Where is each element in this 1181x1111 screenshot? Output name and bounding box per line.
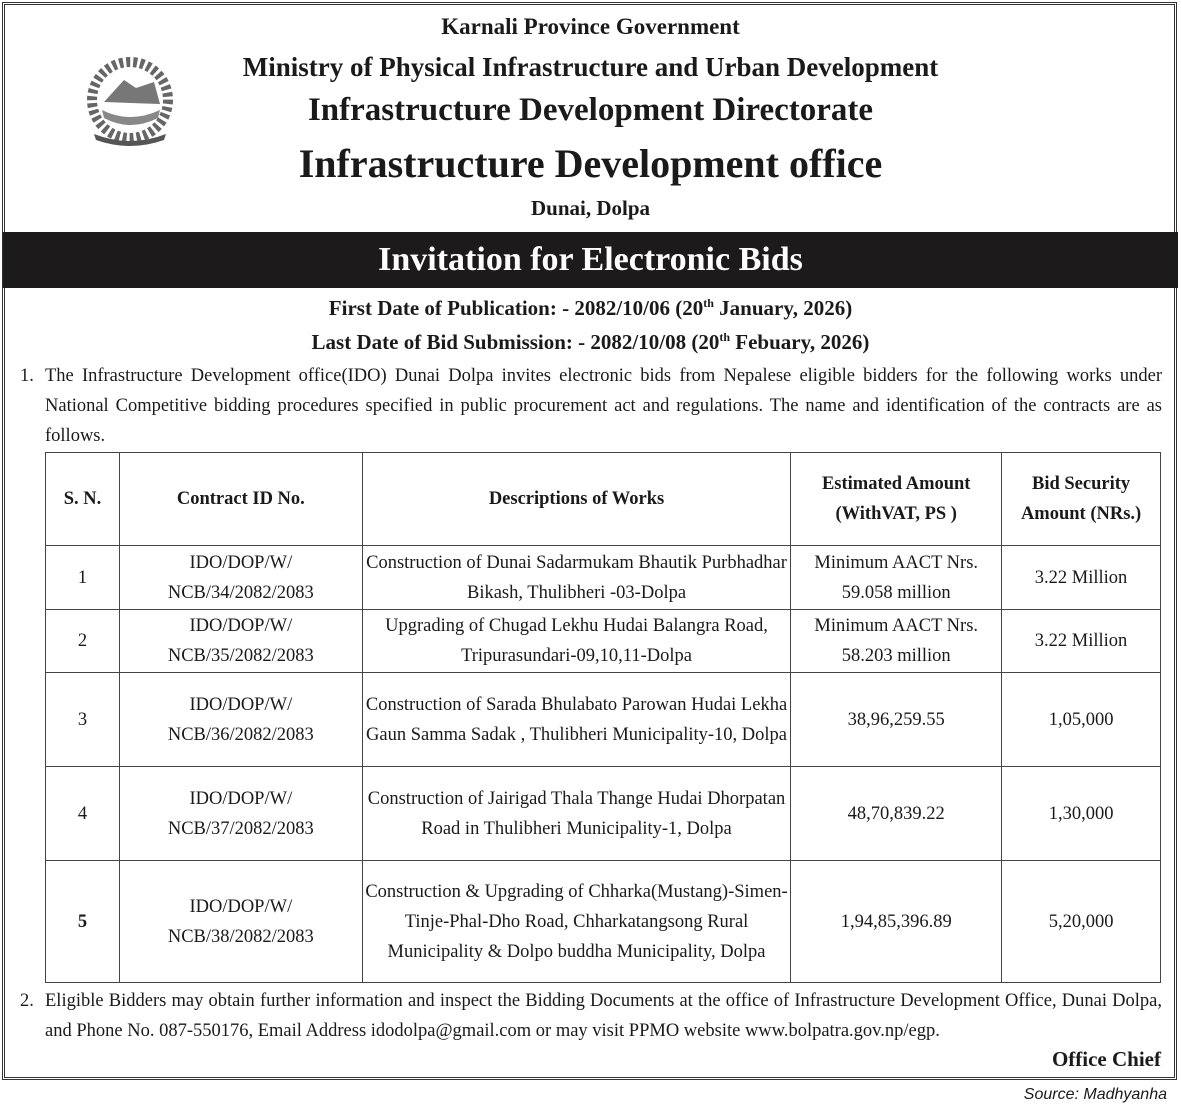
- col-sn: S. N.: [46, 453, 120, 546]
- first-publication-date: First Date of Publication: - 2082/10/06 (20th January, 2026): [328, 296, 853, 320]
- cell-estimated-amount: 1,94,85,396.89: [791, 861, 1002, 983]
- cell-contract-id: IDO/DOP/W/ NCB/36/2082/2083: [119, 673, 362, 767]
- cell-bid-security: 3.22 Million: [1002, 610, 1161, 673]
- cell-description: Construction of Sarada Bhulabato Parowan Hudai Lekha Gaun Samma Sadak , Thulibheri Municipality-10, Dolpa: [362, 673, 791, 767]
- province-name: Karnali Province Government: [441, 14, 740, 39]
- signature-office-chief: Office Chief: [1051, 1047, 1161, 1071]
- table-row: [46, 673, 1161, 767]
- cell-bid-security: 1,05,000: [1002, 673, 1161, 767]
- cell-description: Construction of Dunai Sadarmukam Bhautik Purbhadhar Bikash, Thulibheri -03-Dolpa: [362, 546, 791, 610]
- cell-estimated-amount: Minimum AACT Nrs. 59.058 million: [791, 546, 1002, 610]
- cell-contract-id: IDO/DOP/W/ NCB/38/2082/2083: [119, 861, 362, 983]
- notice-title: Invitation for Electronic Bids: [3, 232, 1178, 288]
- col-bid-security: Bid Security Amount (NRs.): [1002, 453, 1161, 546]
- cell-description: Upgrading of Chugad Lekhu Hudai Balangra Road, Tripurasundari-09,10,11-Dolpa: [362, 610, 791, 673]
- cell-sn: 4: [46, 767, 120, 861]
- contracts-table: [45, 452, 1161, 983]
- last-submission-date: Last Date of Bid Submission: - 2082/10/08 (20th Febuary, 2026): [311, 330, 870, 354]
- office-location: Dunai, Dolpa: [530, 196, 651, 220]
- cell-sn: 5: [46, 861, 120, 983]
- source-credit: Source: Madhyanha: [1023, 1086, 1167, 1103]
- table-row: [46, 546, 1161, 610]
- table-header-row: [46, 453, 1161, 546]
- col-contract-id: Contract ID No.: [119, 453, 362, 546]
- cell-description: Construction of Jairigad Thala Thange Hudai Dhorpatan Road in Thulibheri Municipality-1, Dolpa: [362, 767, 791, 861]
- paragraph-2: 2. Eligible Bidders may obtain further information and inspect the Bidding Documents at the office of Infrastructure Development Office, Dunai Dolpa, and Phone No. 087-550176, Email Address idodolpa@gmail.com or may visit PPMO website www.bolpatra.gov.np/egp.: [20, 991, 1162, 1041]
- cell-sn: 2: [46, 610, 120, 673]
- cell-bid-security: 5,20,000: [1002, 861, 1161, 983]
- ministry-name: Ministry of Physical Infrastructure and Urban Development: [242, 52, 939, 82]
- cell-estimated-amount: 38,96,259.55: [791, 673, 1002, 767]
- cell-sn: 1: [46, 546, 120, 610]
- cell-contract-id: IDO/DOP/W/ NCB/35/2082/2083: [119, 610, 362, 673]
- cell-bid-security: 3.22 Million: [1002, 546, 1161, 610]
- col-description: Descriptions of Works: [362, 453, 791, 546]
- paragraph-1: 1. The Infrastructure Development office(IDO) Dunai Dolpa invites electronic bids from Nepalese eligible bidders for the following works under National Competitive bidding procedures specified in public procurement act and regulations. The name and identification of the contracts are as follows.: [20, 366, 1162, 446]
- cell-estimated-amount: 48,70,839.22: [791, 767, 1002, 861]
- cell-bid-security: 1,30,000: [1002, 767, 1161, 861]
- cell-description: Construction & Upgrading of Chharka(Mustang)-Simen-Tinje-Phal-Dho Road, Chharkatangsong Rural Municipality & Dolpo buddha Municipality, Dolpa: [362, 861, 791, 983]
- table-row: [46, 861, 1161, 983]
- table-row: [46, 610, 1161, 673]
- directorate-name: Infrastructure Development Directorate: [307, 92, 874, 128]
- table-row: [46, 767, 1161, 861]
- cell-estimated-amount: Minimum AACT Nrs. 58.203 million: [791, 610, 1002, 673]
- col-estimated-amount: Estimated Amount (WithVAT, PS ): [791, 453, 1002, 546]
- cell-contract-id: IDO/DOP/W/ NCB/34/2082/2083: [119, 546, 362, 610]
- cell-sn: 3: [46, 673, 120, 767]
- office-name: Infrastructure Development office: [298, 141, 883, 186]
- cell-contract-id: IDO/DOP/W/ NCB/37/2082/2083: [119, 767, 362, 861]
